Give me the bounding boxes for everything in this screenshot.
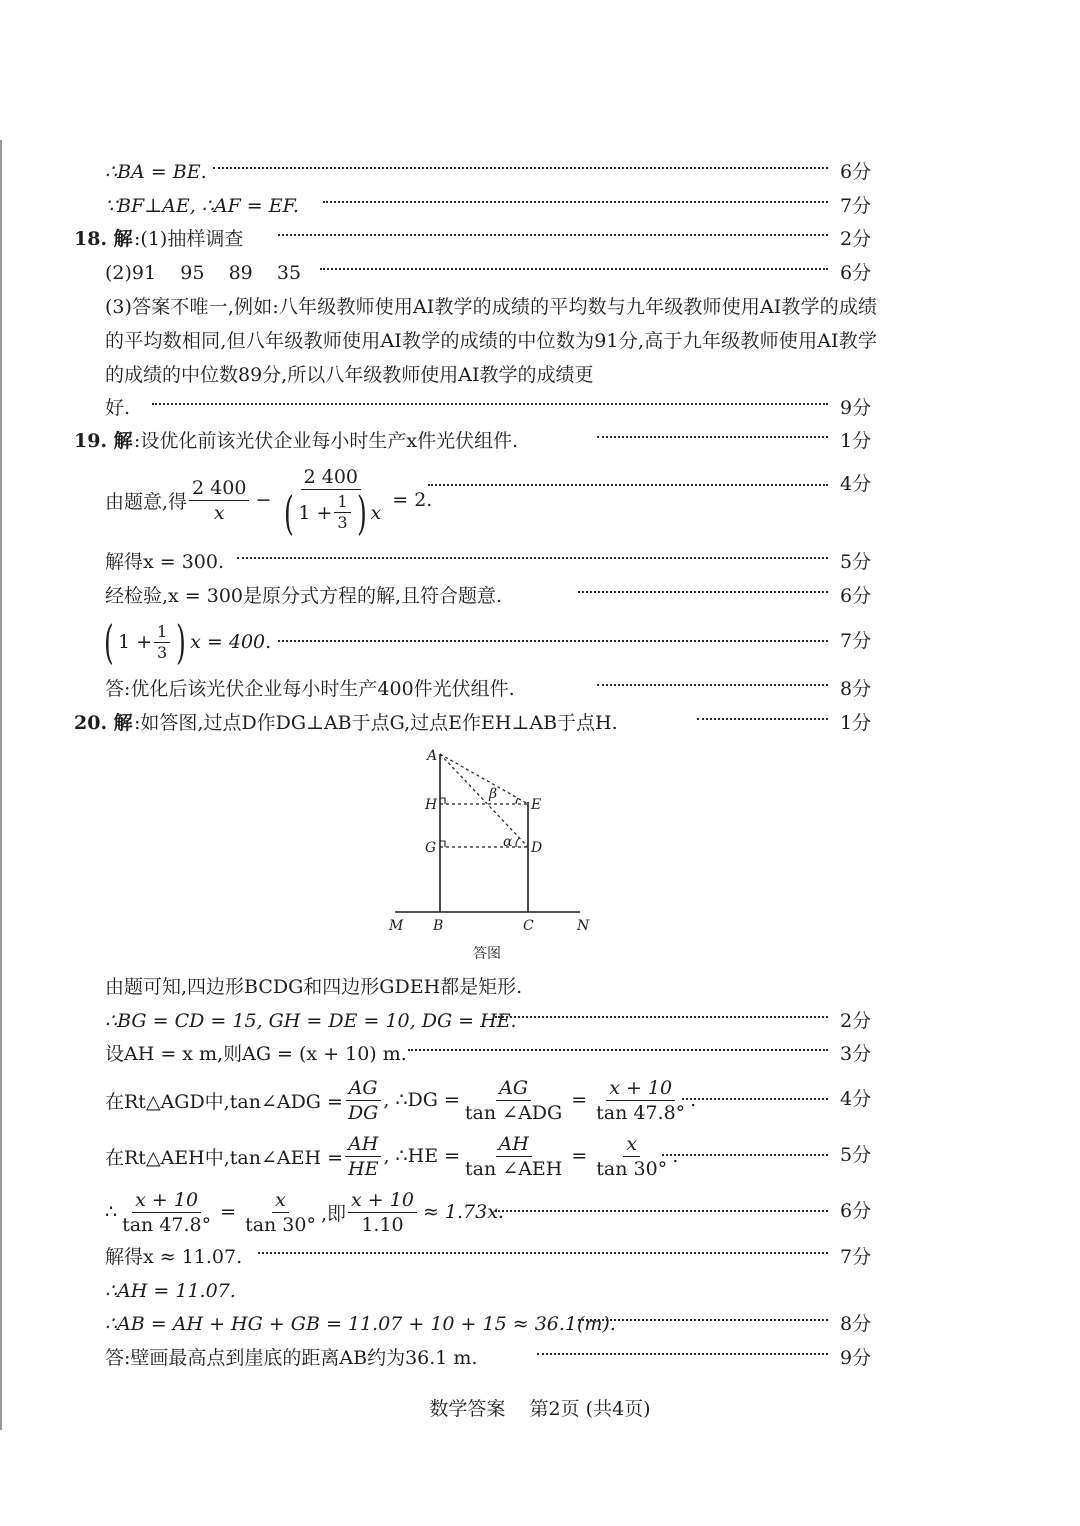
score: 6分 [840, 262, 872, 284]
score: 6分 [840, 161, 872, 183]
answer-line [0, 189, 1080, 223]
step-text: :如答图,过点D作DG⊥AB于点G,过点E作EH⊥AB于点H. [134, 712, 618, 734]
score-holder [0, 1194, 1080, 1228]
score: 8分 [840, 678, 872, 700]
dot-leader [578, 1319, 828, 1321]
question-number: 18. 解 [74, 228, 133, 250]
variable: x [370, 501, 382, 524]
dot-leader [697, 718, 828, 720]
question-number: 19. 解 [74, 430, 133, 452]
answer-line [0, 155, 1080, 189]
dot-leader [597, 684, 828, 686]
dot-leader [237, 557, 828, 559]
numerator: x + 10 [132, 1188, 201, 1213]
answer-line [0, 672, 1080, 706]
step-text: ∴BG = CD = 15, GH = DE = 10, DG = HE. [105, 1010, 517, 1032]
denominator: ( 1 + $\frac{1}{3}$ ) x [284, 485, 382, 540]
answer-line [0, 222, 1080, 256]
angle-arc-alpha [516, 838, 519, 847]
score: 9分 [840, 1347, 872, 1369]
point-label: A [427, 748, 438, 764]
step-text: 由题可知,四边形BCDG和四边形GDEH都是矩形. [105, 976, 523, 998]
numerator: x [623, 1132, 640, 1157]
dot-leader [278, 234, 828, 236]
score: 8分 [840, 1313, 872, 1335]
step-text: , ∴DG = [383, 1089, 460, 1111]
step-text: 在Rt△AEH中,tan∠AEH = [105, 1146, 343, 1169]
step-text: ∴BA = BE. [105, 161, 207, 183]
denominator: tan 47.8° [596, 1101, 686, 1124]
answer-line [0, 424, 1080, 458]
dot-leader [152, 403, 828, 405]
numerator: AG [346, 1076, 381, 1101]
answer-line [0, 545, 1080, 579]
step-text: 解得x ≈ 11.07. [105, 1246, 243, 1268]
numerator: 1 [154, 622, 170, 643]
numerator: 1 [334, 492, 350, 513]
score: 2分 [840, 1010, 872, 1032]
dot-leader [597, 436, 828, 438]
step-text: . [690, 1089, 697, 1111]
equation-line: 由题意,得 $\frac{2 400}{x}$ − 2 400 ( 1 + $\frac{1}{3}$ ) x = 2. [105, 465, 433, 540]
equals-sign: = [571, 1089, 588, 1111]
step-text: , ∴HE = [383, 1145, 461, 1167]
dot-leader [258, 1252, 828, 1254]
denominator: tan 30° [596, 1157, 668, 1180]
equation-line: ( 1 + $\frac{1}{3}$ ) x = 400. [104, 615, 272, 669]
step-text: 设AH = x m,则AG = (x + 10) m. [105, 1043, 407, 1065]
numerator: 2 400 [301, 465, 361, 490]
point-label: N [577, 918, 590, 934]
score-holder [0, 467, 1080, 501]
denominator: 1.10 [361, 1213, 404, 1236]
denominator: tan ∠AEH [465, 1157, 563, 1180]
dot-leader [578, 591, 828, 593]
point-label: C [523, 918, 534, 934]
equals-value: = 2. [392, 489, 433, 511]
line-AE [440, 754, 528, 804]
point-label: H [425, 797, 438, 813]
score: 6分 [840, 585, 872, 607]
denominator: 3 [157, 642, 168, 662]
step-text: :设优化前该光伏企业每小时生产x件光伏组件. [134, 430, 519, 452]
score: 7分 [840, 195, 872, 217]
answer-line [0, 970, 1080, 1004]
score: 3分 [840, 1043, 872, 1065]
answer-line [0, 1004, 1080, 1038]
angle-label: α [503, 834, 513, 850]
dot-leader [537, 1353, 828, 1355]
step-text: ≈ 1.73x. [422, 1201, 504, 1223]
score: 5分 [840, 551, 872, 573]
step-text: ∴AB = AH + HG + GB = 11.07 + 10 + 15 ≈ 36.1(m). [105, 1313, 616, 1335]
dot-leader [323, 201, 828, 203]
answer-line [0, 1341, 1080, 1375]
term: 1 + [117, 631, 153, 653]
step-text: ∴ [105, 1201, 118, 1223]
step-text: :(1)抽样调查 [134, 228, 244, 250]
step-text: ∵BF⊥AE, ∴AF = EF. [105, 195, 299, 217]
answer-paragraph: (3)答案不唯一,例如:八年级教师使用AI教学的成绩的平均数与九年级教师使用AI教学的成绩的平均数相同,但八年级教师使用AI教学的成绩的中位数为91分,高于九年级教师使用AI教学的成绩的中位数89分,所以八年级教师使用AI教学的成绩更 [105, 296, 877, 386]
answer-figure [385, 742, 595, 972]
equals-sign: = [571, 1145, 588, 1167]
step-text: 答:壁画最高点到崖底的距离AB约为36.1 m. [105, 1347, 478, 1369]
binding-margin-rule [0, 140, 2, 1430]
step-text: (2)91 95 89 35 [105, 262, 302, 284]
dot-leader [408, 1049, 828, 1051]
answer-line [0, 391, 1080, 425]
step-text: ,即 [320, 1202, 347, 1225]
denominator: HE [348, 1157, 379, 1180]
step-text: x = 400. [190, 631, 272, 653]
answer-line [0, 1240, 1080, 1274]
score: 7分 [840, 1246, 872, 1268]
question-number: 20. 解 [74, 712, 133, 734]
step-text: 答:优化后该光伏企业每小时生产400件光伏组件. [105, 678, 515, 700]
denominator: tan 30° [245, 1213, 316, 1236]
answer-line [0, 1274, 1080, 1308]
angle-label: β [489, 786, 498, 802]
point-label: E [531, 797, 542, 813]
point-label: G [425, 840, 437, 856]
dot-leader [495, 1016, 828, 1018]
angle-arc-beta [516, 798, 518, 804]
denominator: tan ∠ADG [464, 1101, 563, 1124]
score: 7分 [840, 630, 872, 652]
step-text: 解得x = 300. [105, 551, 225, 573]
dot-leader [320, 268, 828, 270]
score-holder [0, 1138, 1080, 1172]
step-text: 好. [105, 397, 131, 419]
answer-line [0, 1037, 1080, 1071]
numerator: x + 10 [348, 1188, 417, 1213]
equals-sign: = [220, 1201, 237, 1223]
numerator: x [272, 1188, 289, 1213]
denominator: 3 [337, 513, 348, 532]
score: 1分 [840, 712, 872, 734]
numerator: x + 10 [606, 1076, 675, 1101]
term: 1 + [298, 501, 333, 524]
score: 5分 [840, 1144, 872, 1166]
answer-line [0, 1307, 1080, 1341]
answer-line [0, 706, 1080, 740]
score: 4分 [840, 473, 872, 495]
score: 9分 [840, 397, 872, 419]
line-AD [440, 754, 528, 847]
dot-leader [213, 167, 828, 169]
score: 4分 [840, 1088, 872, 1110]
score-holder [0, 624, 1080, 658]
page-footer: 数学答案 第2页 (共4页) [429, 1398, 651, 1420]
score: 6分 [840, 1200, 872, 1222]
numerator: 2 400 [189, 476, 249, 501]
numerator: AH [496, 1132, 532, 1157]
numerator: AG [496, 1076, 531, 1101]
step-text: 由题意,得 [105, 490, 188, 513]
point-label: M [389, 918, 404, 934]
step-text: 经检验,x = 300是原分式方程的解,且符合题意. [105, 585, 503, 607]
answer-line [0, 579, 1080, 613]
answer-line [0, 256, 1080, 290]
denominator: tan 47.8° [122, 1213, 212, 1236]
denominator: DG [347, 1101, 379, 1124]
figure-caption: 答图 [473, 946, 501, 962]
score: 2分 [840, 228, 872, 250]
step-text: . [672, 1145, 679, 1167]
denominator: x [213, 501, 225, 524]
point-label: B [433, 918, 444, 934]
step-text: ∴AH = 11.07. [105, 1280, 236, 1302]
point-label: D [531, 840, 543, 856]
score: 1分 [840, 430, 872, 452]
numerator: AH [345, 1132, 381, 1157]
score-holder [0, 1082, 1080, 1116]
step-text: 在Rt△AGD中,tan∠ADG = [105, 1090, 343, 1113]
